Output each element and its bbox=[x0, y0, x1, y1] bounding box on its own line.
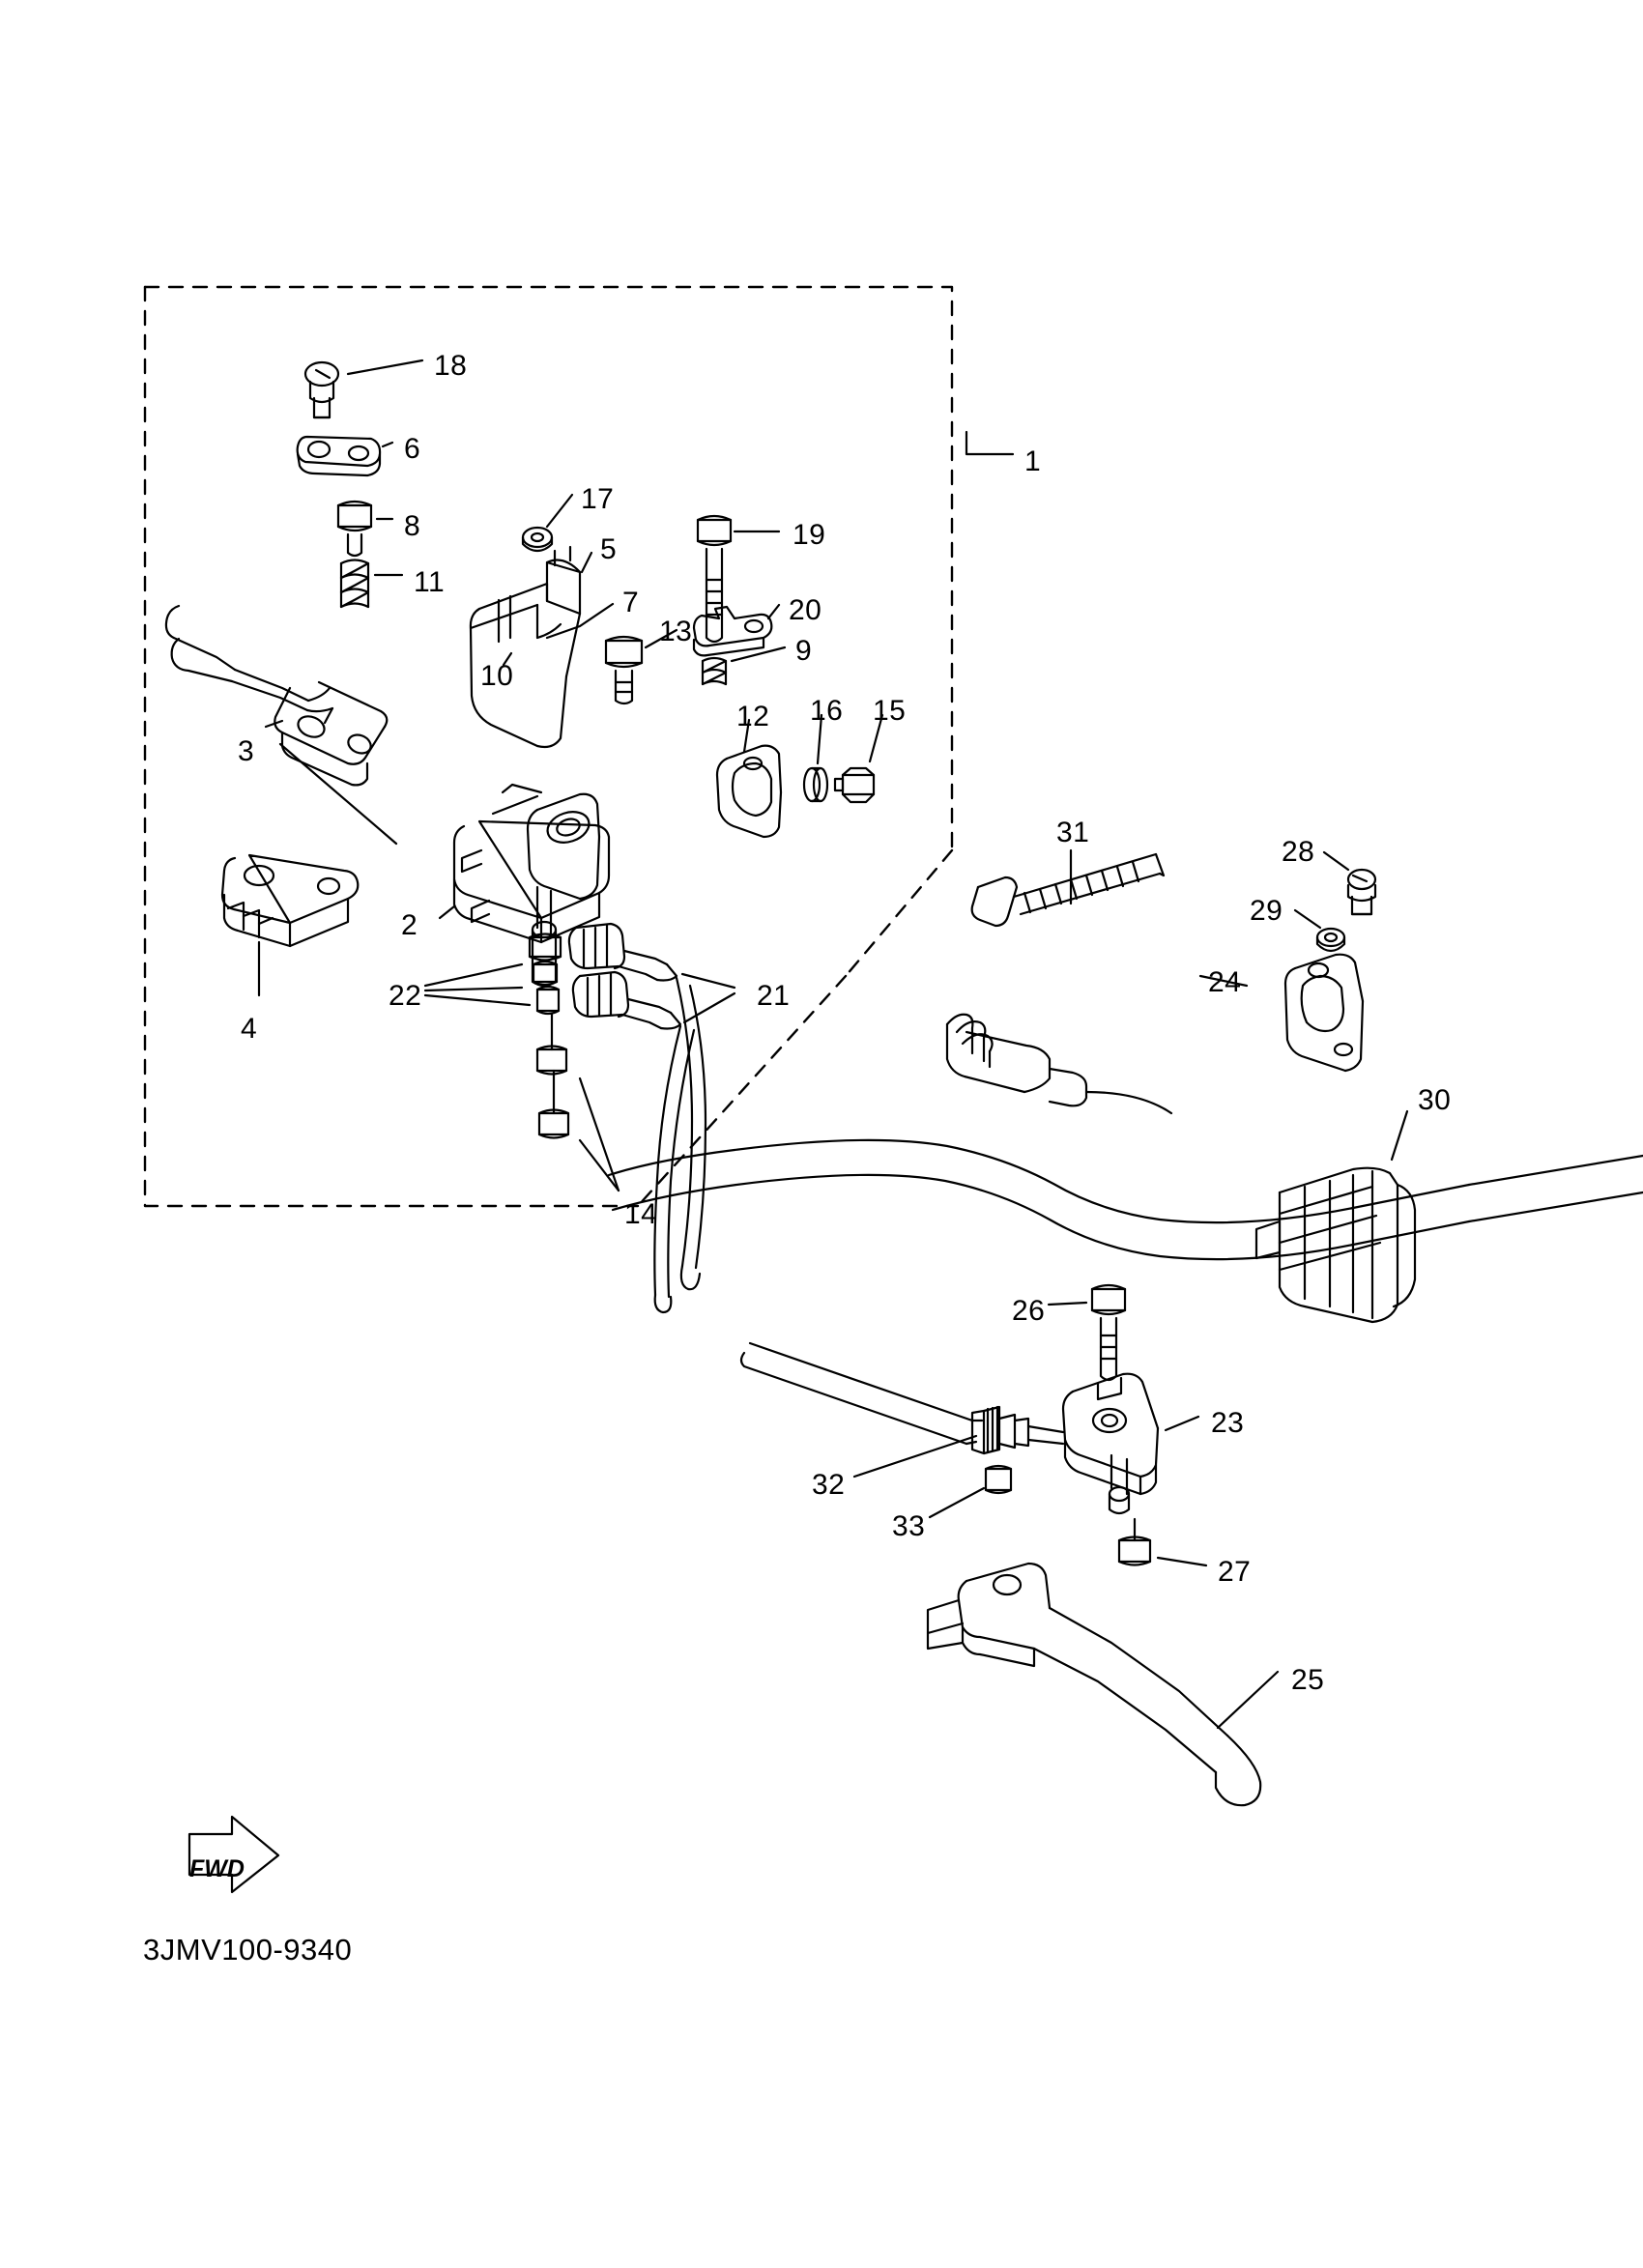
callout-number-7: 7 bbox=[622, 587, 640, 618]
fwd-direction-label: FWD bbox=[189, 1855, 245, 1882]
callout-number-18: 18 bbox=[434, 350, 468, 382]
callout-number-30: 30 bbox=[1418, 1084, 1452, 1116]
part-code-label: 3JMV100-9340 bbox=[143, 1933, 353, 1967]
callout-number-28: 28 bbox=[1282, 836, 1315, 868]
callout-number-2: 2 bbox=[401, 909, 418, 941]
callout-number-32: 32 bbox=[812, 1469, 846, 1501]
callout-number-24: 24 bbox=[1208, 966, 1242, 998]
callout-number-17: 17 bbox=[581, 483, 615, 515]
callout-number-22: 22 bbox=[389, 980, 422, 1012]
callout-number-10: 10 bbox=[480, 660, 514, 692]
callout-number-13: 13 bbox=[659, 616, 693, 647]
callout-number-26: 26 bbox=[1012, 1295, 1046, 1327]
callout-number-11: 11 bbox=[414, 566, 446, 598]
callout-number-31: 31 bbox=[1056, 817, 1090, 848]
callout-number-15: 15 bbox=[873, 695, 907, 727]
callout-number-16: 16 bbox=[810, 695, 844, 727]
callout-number-19: 19 bbox=[793, 519, 826, 551]
callout-number-8: 8 bbox=[404, 510, 421, 542]
callout-number-1: 1 bbox=[1024, 445, 1042, 477]
callout-number-27: 27 bbox=[1218, 1556, 1252, 1588]
callout-number-5: 5 bbox=[600, 533, 618, 565]
callout-number-33: 33 bbox=[892, 1510, 926, 1542]
callout-number-6: 6 bbox=[404, 433, 421, 465]
callout-number-25: 25 bbox=[1291, 1664, 1325, 1696]
callout-number-4: 4 bbox=[241, 1013, 258, 1045]
callout-number-20: 20 bbox=[789, 594, 822, 626]
callout-number-14: 14 bbox=[624, 1198, 658, 1230]
callout-number-3: 3 bbox=[238, 735, 255, 767]
callout-number-23: 23 bbox=[1211, 1407, 1245, 1439]
callout-number-29: 29 bbox=[1250, 895, 1283, 927]
callout-number-12: 12 bbox=[736, 701, 770, 732]
callout-number-9: 9 bbox=[795, 635, 813, 667]
callout-number-21: 21 bbox=[757, 980, 791, 1012]
